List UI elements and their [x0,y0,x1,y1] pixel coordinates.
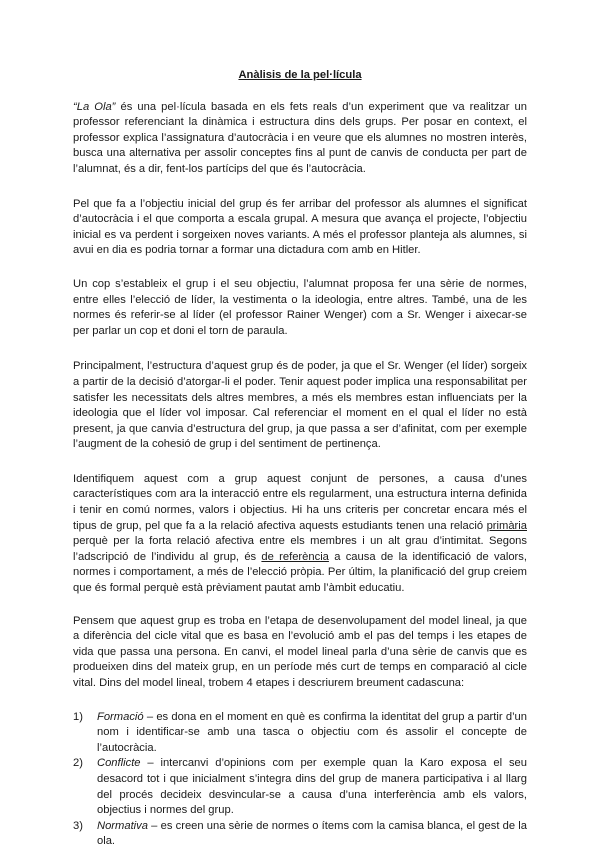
stage-name: Conflicte [97,757,141,770]
paragraph-linear-model: Pensem que aquest grup es troba en l’etapa de desenvolupament del model lineal, ja que a diferència del cicle vital que es basa en l’evolució amb el pas del temps i les etapes de vida que passa una persona. En canvi, el model lineal parla d’una sèrie de canvis que es produeixen dins del mateix grup, en un període més curt de temps en comparació al cicle vital. Dins del model lineal, trobem 4 etapes i descriurem breument cadascuna: [73,614,527,689]
paragraph-intro [73,100,527,178]
stage-name: Normativa [97,819,148,832]
group-type-text-c: a causa de la identificació de valors, normes i comportament, a més de l’elecció pròpia. Per últim, la planificació del grup creiem que és formal perquè està prèviament pautat amb l’àmbit educatiu. [73,550,527,595]
list-number: 3) [73,819,83,832]
stages-list [73,710,527,850]
list-item [73,710,527,757]
paragraph-intro-text: és una pel·lícula basada en els fets reals d’un experiment que va realitzar un professor referenciant la dinàmica i estructura dins dels grups. Per posar en context, el professor explica l’assignatura d’autocràcia i en veure que els alumnes no mostren interès, busca una alternativa per assolir conceptes fins al punt de canvis de conducta per part de l’alumnat, és a dir, fent-los partícips del que és l’autocràcia. [73,100,527,175]
paragraph-objective: Pel que fa a l’objectiu inicial del grup és fer arribar del professor als alumnes el significat d’autocràcia i el que comporta a escala grupal. A mesura que avança el projecte, l’objectiu inicial es va perdent i sorgeixen noves variants. A més el professor planteja als alumnes, si avui en dia es podria tornar a formar una dictadura com amb en Hitler. [73,197,527,257]
list-item [73,756,527,818]
paragraph-structure: Principalment, l’estructura d’aquest grup és de poder, ja que el Sr. Wenger (el líder) sorgeix a partir de la decisió d’atorgar-li el poder. Tenir aquest poder implica una responsabilitat per satisfer les necessitats dels altres membres, a més els membres estan influenciats per la ideologia que el líder vol imposar. Cal referenciar el moment en el qual el líder no està present, ja que canvia d’estructura del grup, ja que passa a ser d’afinitat, com per exemple l’augment de la cohesió de grup i del sentiment de pertinença. [73,360,527,451]
term-de-referencia: de referència [261,550,329,563]
paragraph-group-type [73,472,527,597]
document-title: Anàlisis de la pel·lícula [238,69,362,81]
stage-name: Formació [97,710,144,723]
group-type-text-a: Identifiquem aquest com a grup aquest conjunt de persones, a causa d’unes característiques com ara la interacció entre els regularment, una estructura interna definida i tenir en comú normes, valors i objectius. Hi ha uns criteris per concretar encara més el tipus de grup, pel que fa a la relació afectiva aquests estudiants tenen una relació [73,472,527,532]
stage-text: – es dona en el moment en què es confirma la identitat del grup a partir d’un nom i identificar-se amb una tasca o objectiu com és assolir el concepte de l’autocràcia. [97,710,527,754]
list-number: 1) [73,710,83,723]
paragraph-norms: Un cop s’estableix el grup i el seu objectiu, l’alumnat proposa fer una sèrie de normes, entre elles l’elecció de líder, la vestimenta o la ideologia, entre altres. També, una de les normes és referir-se al líder (el professor Rainer Wenger) com a Sr. Wenger i aixecar-se per parlar un cop et doni el torn de paraula. [73,277,527,337]
term-primaria: primària [486,519,527,532]
document-page [73,68,527,850]
stage-text: – intercanvi d’opinions com per exemple quan la Karo exposa el seu desacord tot i que inicialment s’integra dins del grup de manera participativa i al llarg del procés decideix desvincular-se a causa d’una interferència amb els valors, objectius i normes del grup. [97,757,527,817]
film-title: “La Ola” [73,100,116,113]
group-type-text-b: perquè per la forta relació afectiva entre els membres i un alt grau d’intimitat. Segons l’adscripció de l’individu al grup, és [73,535,527,563]
list-item [73,819,527,850]
list-number: 2) [73,757,83,770]
stage-text: – es creen una sèrie de normes o ítems com la camisa blanca, el gest de la ola. [97,819,527,848]
